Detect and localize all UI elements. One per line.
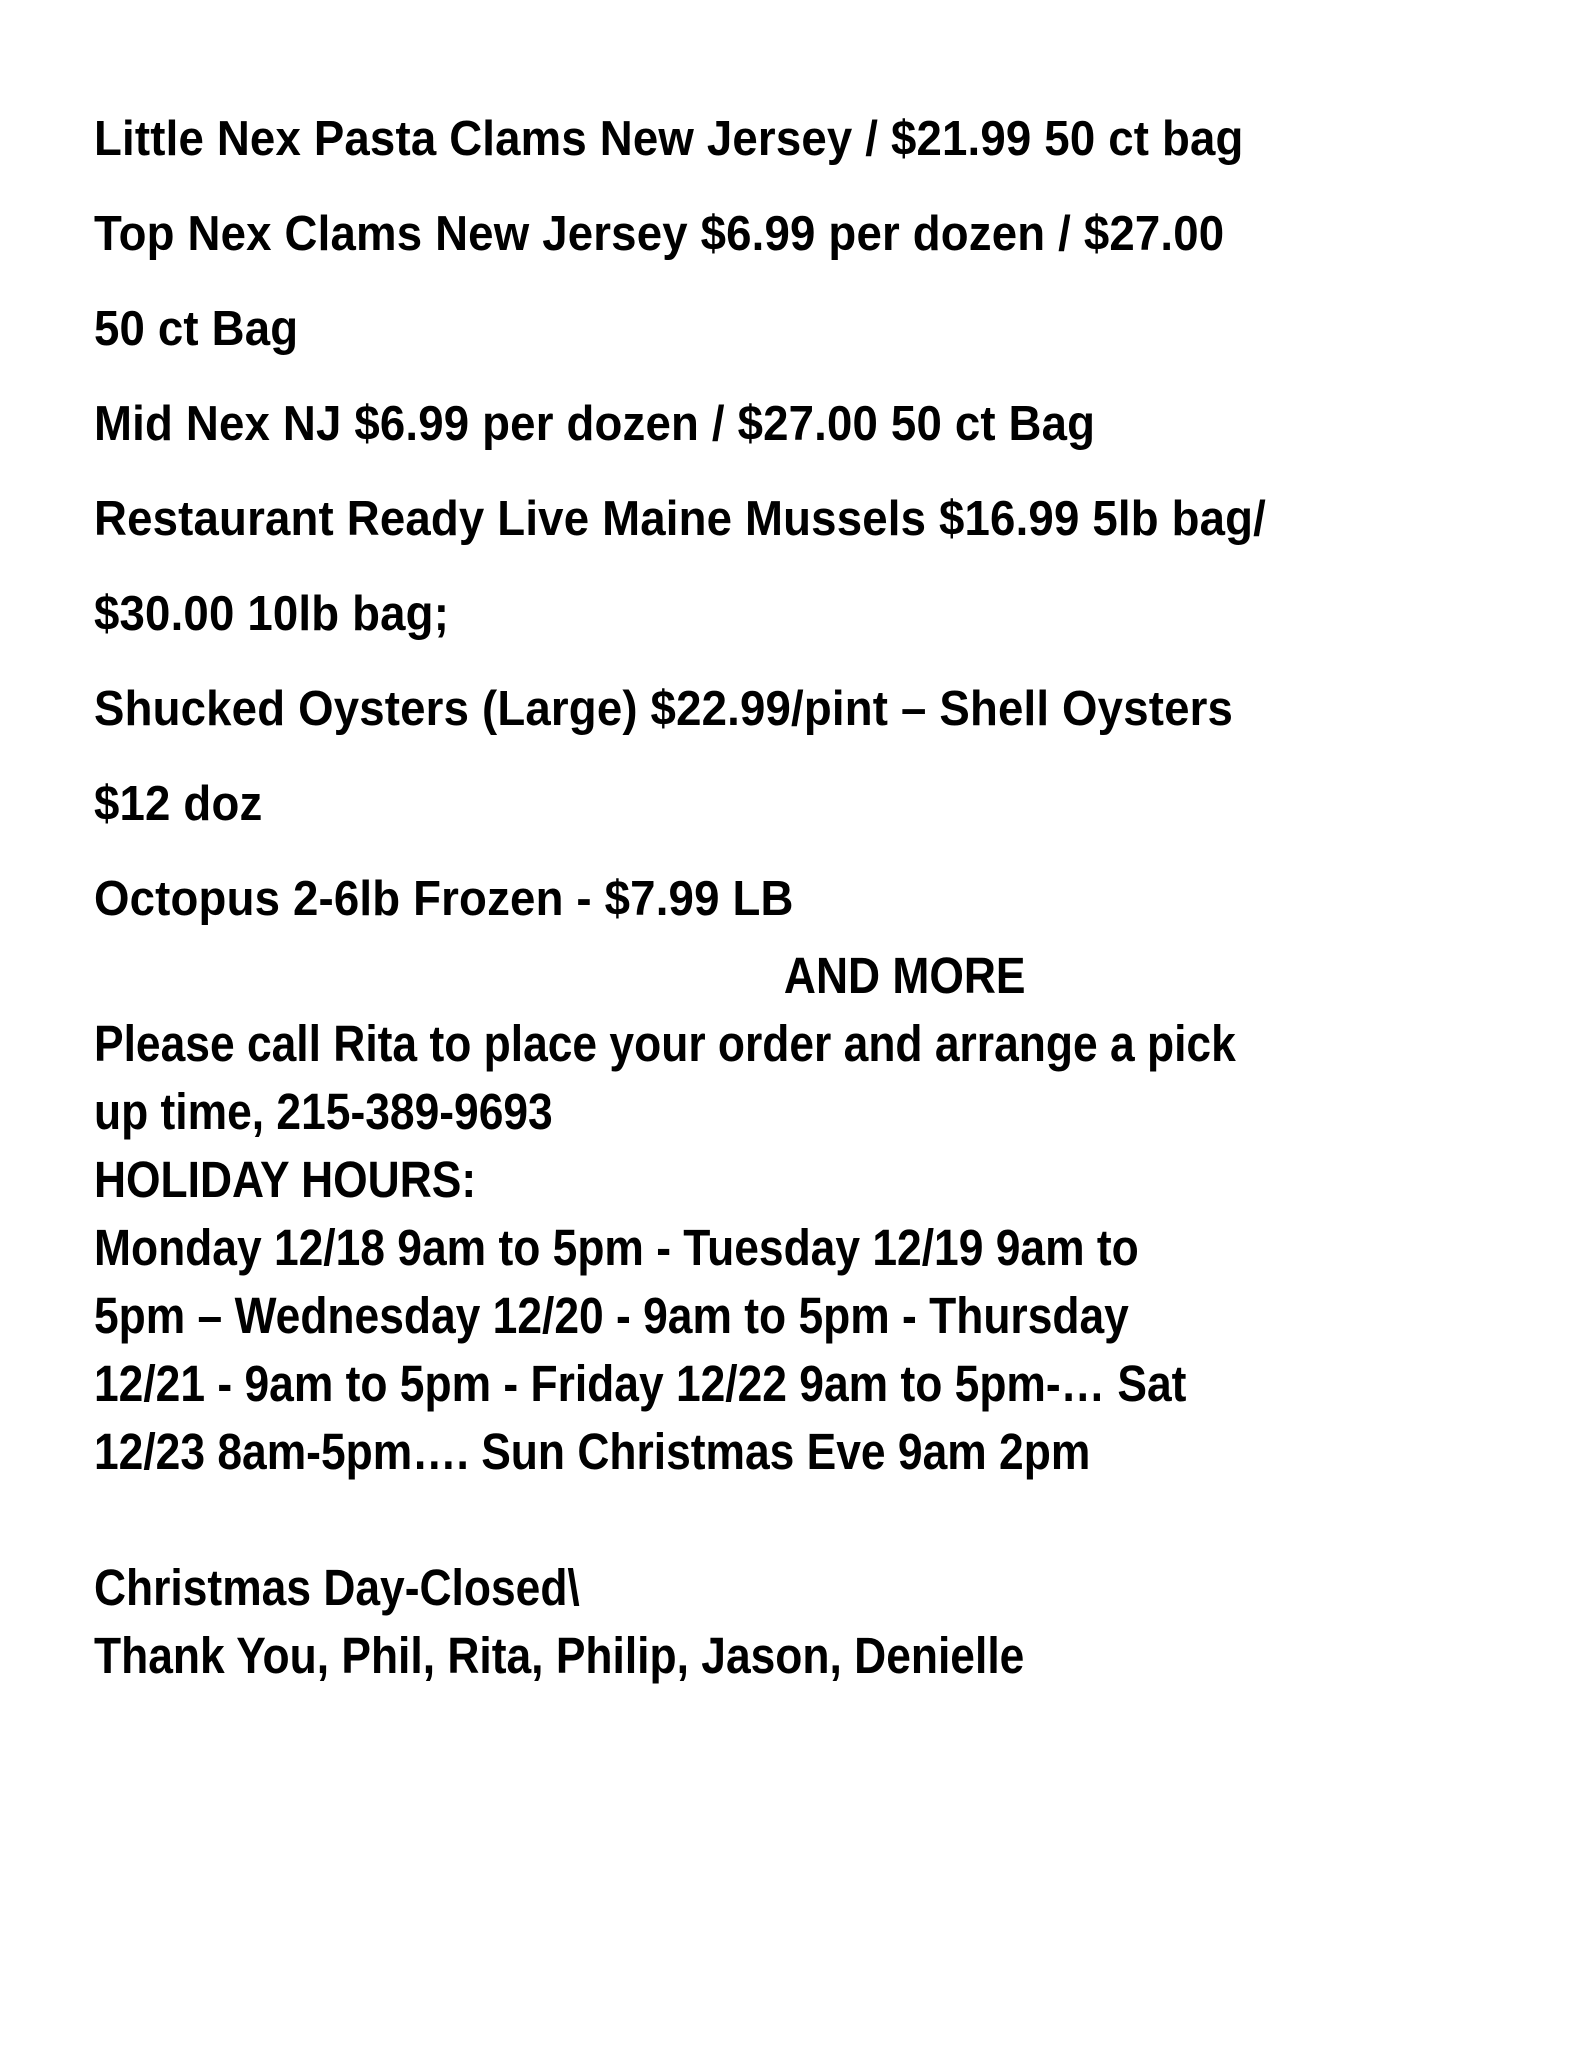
price-line-mussels: Restaurant Ready Live Maine Mussels $16.99 5lb bag/ bbox=[94, 492, 1266, 546]
holiday-hours-heading: HOLIDAY HOURS: bbox=[94, 1151, 477, 1208]
price-line-top-nex-cont: 50 ct Bag bbox=[94, 302, 299, 356]
order-instructions-line-2: up time, 215-389-9693 bbox=[94, 1083, 553, 1140]
and-more-heading: AND MORE bbox=[783, 947, 1026, 1004]
price-line-mid-nex: Mid Nex NJ $6.99 per dozen / $27.00 50 ct Bag bbox=[94, 397, 1096, 451]
hours-line-4: 12/23 8am-5pm…. Sun Christmas Eve 9am 2pm bbox=[94, 1423, 1091, 1480]
price-line-oysters: Shucked Oysters (Large) $22.99/pint – Shell Oysters bbox=[94, 682, 1234, 736]
thank-you-line: Thank You, Phil, Rita, Philip, Jason, Denielle bbox=[94, 1627, 1025, 1684]
price-line-octopus: Octopus 2-6lb Frozen - $7.99 LB bbox=[94, 872, 794, 926]
price-line-oysters-cont: $12 doz bbox=[94, 777, 263, 831]
order-and-hours bbox=[94, 942, 1514, 1690]
price-line-little-nex: Little Nex Pasta Clams New Jersey / $21.99 50 ct bag bbox=[94, 112, 1244, 166]
price-line-top-nex: Top Nex Clams New Jersey $6.99 per dozen / $27.00 bbox=[94, 207, 1225, 261]
hours-line-3: 12/21 - 9am to 5pm - Friday 12/22 9am to 5pm-… Sat bbox=[94, 1355, 1187, 1412]
price-line-mussels-cont: $30.00 10lb bag; bbox=[94, 587, 450, 641]
christmas-closed-line: Christmas Day-Closed\ bbox=[94, 1559, 580, 1616]
hours-line-2: 5pm – Wednesday 12/20 - 9am to 5pm - Thursday bbox=[94, 1287, 1129, 1344]
blank-spacer bbox=[94, 1486, 1514, 1554]
price-list bbox=[94, 92, 1514, 947]
order-instructions-line-1: Please call Rita to place your order and arrange a pick bbox=[94, 1015, 1236, 1072]
hours-line-1: Monday 12/18 9am to 5pm - Tuesday 12/19 9am to bbox=[94, 1219, 1139, 1276]
